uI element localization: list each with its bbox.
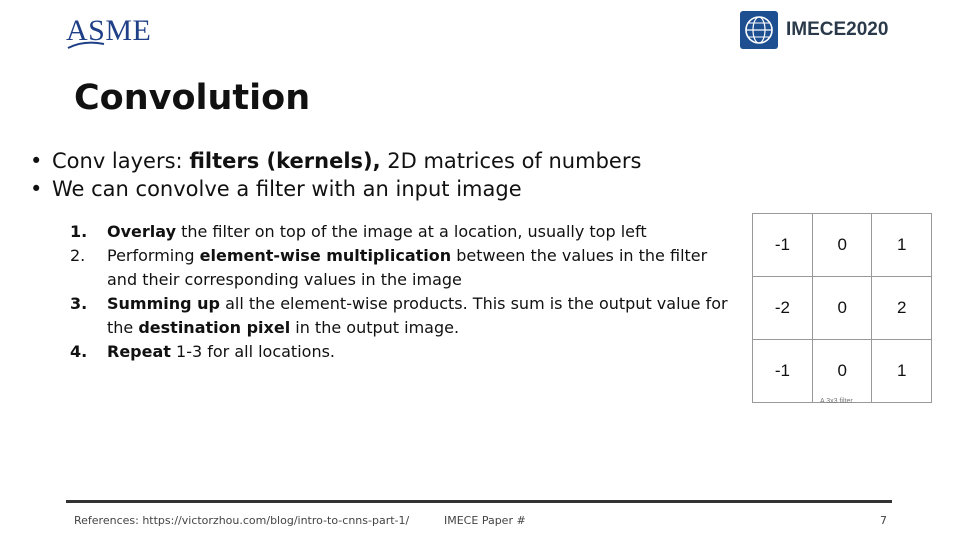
step-item	[70, 340, 740, 364]
filter-cell: 0	[812, 340, 872, 403]
step-bold-text: Overlay	[107, 222, 176, 241]
filter-cell: -1	[753, 214, 813, 277]
filter-row	[753, 340, 932, 403]
step-bold-text: Summing up	[107, 294, 220, 313]
footer-references: References: https://victorzhou.com/blog/intro-to-cnns-part-1/	[74, 514, 410, 527]
filter-cell: 0	[812, 214, 872, 277]
asme-logo	[66, 12, 162, 52]
imece-logo-text: IMECE2020	[786, 19, 889, 40]
filter-cell: -2	[753, 277, 813, 340]
step-number: 3.	[70, 294, 88, 313]
step-text-part: the filter on top of the image at a location, usually top left	[176, 222, 647, 241]
step-number: 2.	[70, 246, 86, 265]
bullet-list	[30, 147, 641, 203]
bullet-text: Conv layers:	[52, 149, 190, 173]
filter-cell: 0	[812, 277, 872, 340]
slide-title: Convolution	[74, 78, 311, 118]
bullet-dot: •	[30, 177, 43, 201]
asme-logo-text: ASME	[66, 14, 152, 47]
step-number: 4.	[70, 342, 88, 361]
imece-logo	[740, 10, 888, 50]
step-text-part: Performing	[107, 246, 200, 265]
step-bold-text: Repeat	[107, 342, 171, 361]
filter-cell: 1	[872, 340, 932, 403]
step-item	[70, 292, 740, 340]
step-text	[107, 220, 740, 244]
filter-table	[752, 213, 932, 403]
step-list	[70, 220, 740, 364]
filter-cell: -1	[753, 340, 813, 403]
step-text	[107, 292, 740, 340]
step-text	[107, 340, 740, 364]
bullet-text: We can convolve a filter with an input image	[52, 177, 522, 201]
filter-cell: 1	[872, 214, 932, 277]
step-item	[70, 244, 740, 292]
asme-swoosh-icon	[66, 38, 106, 52]
step-text-part: in the output image.	[290, 318, 460, 337]
step-bold-text: destination pixel	[138, 318, 291, 337]
filter-matrix	[752, 213, 932, 393]
globe-icon	[740, 11, 778, 49]
step-text-part: all the element-wise products. This sum is the output value for the	[107, 294, 728, 337]
bullet-item	[30, 147, 641, 175]
footer-divider	[66, 500, 892, 503]
step-text-part: 1-3 for all locations.	[170, 342, 335, 361]
step-text-part: between the values in the filter and their corresponding values in the image	[107, 246, 708, 289]
filter-cell: 2	[872, 277, 932, 340]
step-text	[107, 244, 740, 292]
filter-row	[753, 277, 932, 340]
page-number: 7	[880, 514, 887, 527]
bullet-text: 2D matrices of numbers	[380, 149, 642, 173]
bullet-bold-text: filters (kernels),	[189, 149, 381, 173]
step-item	[70, 220, 740, 244]
step-bold-text: element-wise multiplication	[199, 246, 452, 265]
bullet-item	[30, 175, 641, 203]
footer-paper-number: IMECE Paper #	[444, 514, 526, 527]
bullet-dot: •	[30, 149, 43, 173]
filter-caption: A 3x3 filter	[820, 398, 853, 405]
filter-row	[753, 214, 932, 277]
step-number: 1.	[70, 222, 88, 241]
